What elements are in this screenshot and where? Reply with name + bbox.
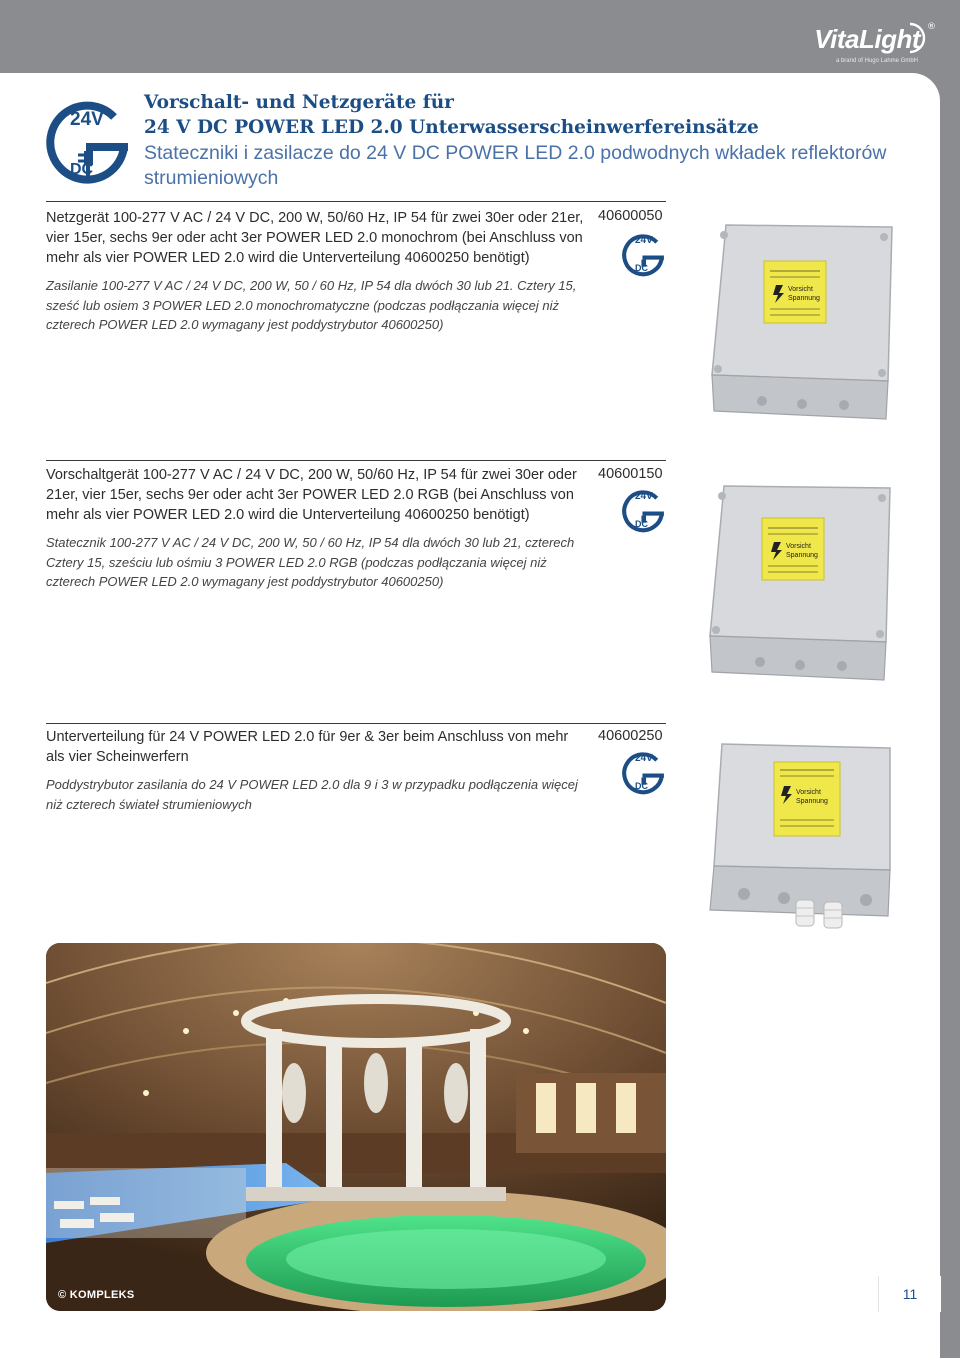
warning-label-line2: Spannung: [788, 295, 820, 302]
article-number: 40600050: [598, 208, 663, 224]
warning-label-line1: Vorsicht: [796, 789, 821, 796]
article-number: 40600150: [598, 466, 663, 482]
badge-24v-dc: [42, 97, 136, 191]
warning-label-line1: Vorsicht: [786, 543, 811, 550]
divider: [46, 460, 666, 461]
product-photo: [684, 466, 916, 694]
page-title-pl: Stateczniki i zasilacze do 24 V DC POWER LED 2.0 podwodnych wkładek reflektorów strumieniowych: [144, 142, 887, 189]
title-de-line1: Vorschalt- und Netzgeräte für: [144, 92, 454, 113]
badge-voltage: 24V: [635, 491, 653, 502]
product-40600150: [46, 465, 590, 592]
badge-type: DC: [635, 519, 648, 529]
badge-voltage: 24V: [635, 235, 653, 246]
distribution-box-image: [684, 722, 916, 944]
badge-24v-dc-small: [620, 232, 668, 280]
warning-label-line2: Spannung: [786, 552, 818, 559]
enclosure-box-image: [684, 466, 916, 694]
page-number: 11: [878, 1276, 941, 1312]
brand-name: VitaLight: [814, 24, 920, 54]
indoor-pool-image: [46, 943, 666, 1311]
warning-label-line1: Vorsicht: [788, 286, 813, 293]
badge-voltage: 24V: [70, 109, 104, 130]
article-number: 40600250: [598, 728, 663, 744]
product-photo: [684, 722, 916, 944]
registered-mark: ®: [927, 22, 936, 32]
badge-voltage: 24V: [635, 753, 653, 764]
photo-credit: © KOMPLEKS: [58, 1289, 135, 1301]
product-40600050: [46, 208, 590, 335]
page-title-de: [144, 90, 924, 140]
product-desc-de: Unterverteilung für 24 V POWER LED 2.0 für 9er & 3er beim Anschluss von mehr als vier Scheinwerfern: [46, 729, 569, 765]
product-photo: [684, 205, 916, 433]
brand-d-ring-icon: [900, 20, 936, 56]
brand-logo: [802, 18, 942, 68]
badge-type: DC: [70, 161, 94, 178]
warning-label-line2: Spannung: [796, 798, 828, 805]
pool-photo: [46, 943, 666, 1311]
brand-tagline: a brand of Hugo Lahme GmbH: [835, 58, 918, 64]
badge-type: DC: [635, 263, 648, 273]
badge-24v-dc-small: [620, 488, 668, 536]
product-desc-de: Netzgerät 100-277 V AC / 24 V DC, 200 W, 50/60 Hz, IP 54 für zwei 30er oder 21er, vier 15er, sechs 9er oder acht 3er POWER LED 2.0 monochrom (bei Anschluss von mehr als vier POWER LED 2.0 wird die Unterverteilung 40600250 benötigt): [46, 210, 584, 266]
product-desc-pl: Statecznik 100-277 V AC / 24 V DC, 200 W, 50 / 60 Hz, IP 54 dla dwóch 30 lub 21, czterech Cztery 15, sześciu lub ośmiu 3 POWER LED 2.0 RGB (podczas podłączania więcej niż czterech POWER LED 2.0 wymagany jest poddystrybutor 40600250): [46, 535, 575, 589]
product-desc-de: Vorschaltgerät 100-277 V AC / 24 V DC, 200 W, 50/60 Hz, IP 54 für zwei 30er oder 21er, vier 15er, sechs 9er oder acht 3er POWER LED 2.0 RGB (bei Anschluss von mehr als vier POWER LED 2.0 wird die Unterverteilung 40600250 benötigt): [46, 467, 577, 523]
badge-24v-dc-small: [620, 750, 668, 798]
product-desc-pl: Zasilanie 100-277 V AC / 24 V DC, 200 W, 50 / 60 Hz, IP 54 dla dwóch 30 lub 21. Cztery 15, sześć lub osiem 3 POWER LED 2.0 monochromatyczne (podczas podłączania więcej niż czterech POWER LED 2.0 wymagany jest poddystrybutor 40600250): [46, 278, 577, 332]
divider: [46, 201, 666, 202]
badge-type: DC: [635, 781, 648, 791]
product-40600250: [46, 727, 590, 814]
product-desc-pl: Poddystrybutor zasilania do 24 V POWER LED 2.0 dla 9 i 3 w przypadku podłączenia więcej niż czterech świateł strumieniowych: [46, 777, 578, 812]
enclosure-box-image: [684, 205, 916, 433]
title-de-line2: 24 V DC POWER LED 2.0 Unterwasserscheinwerfereinsätze: [144, 117, 759, 138]
divider: [46, 723, 666, 724]
